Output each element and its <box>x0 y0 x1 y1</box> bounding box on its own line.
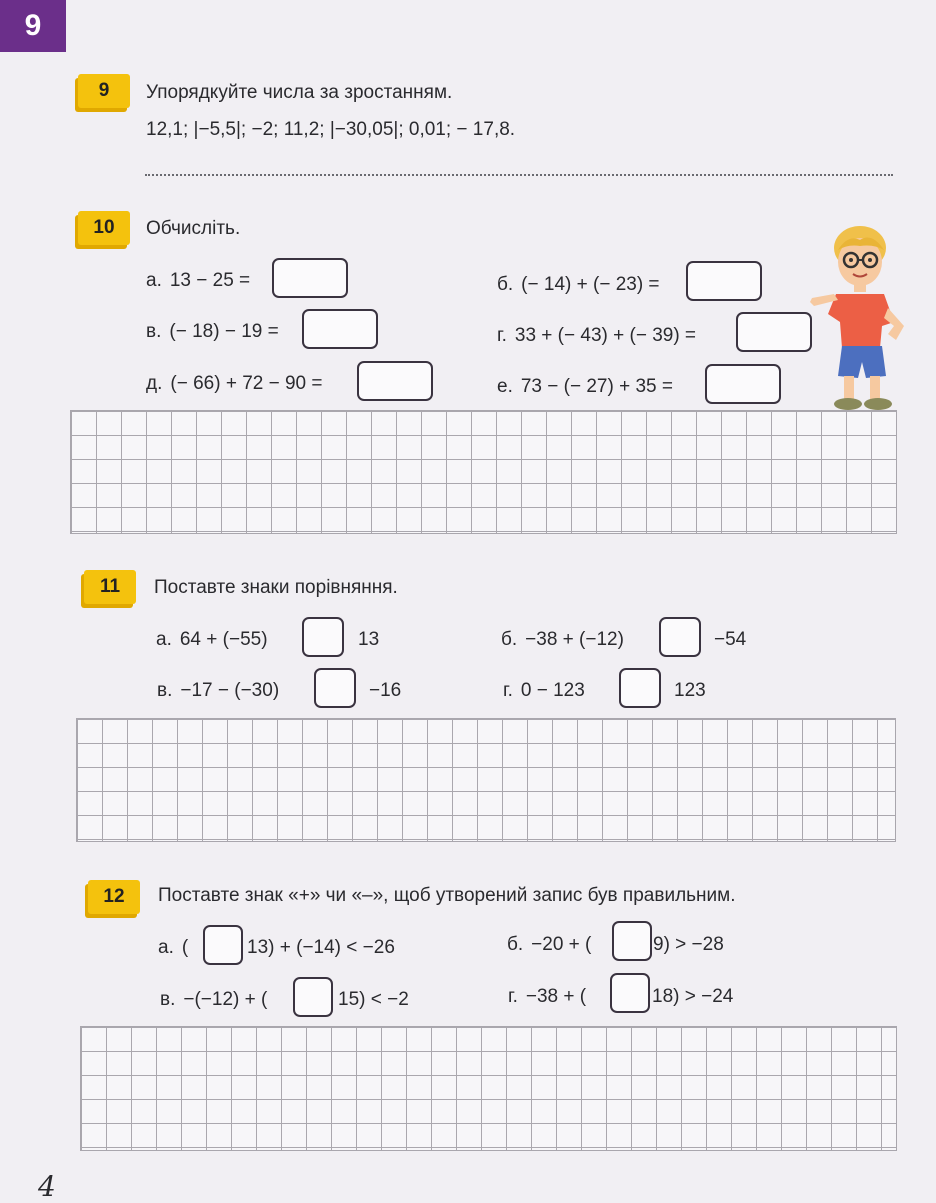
item-label: б. <box>501 629 518 650</box>
item-label: а. <box>158 937 174 958</box>
comparison-item <box>157 680 279 702</box>
sign-item <box>160 989 267 1011</box>
answer-box[interactable] <box>357 361 433 401</box>
comparison-sign-box[interactable] <box>659 617 701 657</box>
item-label: а. <box>146 270 162 291</box>
shirt <box>828 294 894 348</box>
shorts <box>838 346 886 378</box>
expression-item <box>146 373 323 395</box>
sign-box[interactable] <box>293 977 333 1017</box>
expression-item <box>497 274 660 296</box>
task-number-badge: 10 <box>78 211 130 245</box>
left-expression: −17 − (−30) <box>180 680 280 701</box>
right-expression: 123 <box>674 680 706 701</box>
expression: 73 − (− 27) + 35 = <box>520 376 673 397</box>
expression-after: 15) < −2 <box>338 989 409 1010</box>
answer-box[interactable] <box>686 261 762 301</box>
task-number-badge: 12 <box>88 880 140 914</box>
sign-item <box>508 986 586 1008</box>
chapter-number: 9 <box>0 0 66 52</box>
expression: 33 + (− 43) + (− 39) = <box>514 325 697 346</box>
shoe <box>834 398 862 410</box>
item-label: г. <box>497 325 507 346</box>
answer-box[interactable] <box>736 312 812 352</box>
item-label: в. <box>160 989 176 1010</box>
expression-before: −38 + ( <box>525 986 587 1007</box>
expression-after: 13) + (−14) < −26 <box>247 937 395 958</box>
comparison-sign-box[interactable] <box>314 668 356 708</box>
sign-item <box>158 937 188 959</box>
answer-grid[interactable] <box>80 1026 897 1151</box>
sign-box[interactable] <box>610 973 650 1013</box>
sign-box[interactable] <box>203 925 243 965</box>
comparison-item <box>503 680 585 702</box>
comparison-sign-box[interactable] <box>302 617 344 657</box>
comparison-item <box>501 629 624 651</box>
right-expression: −16 <box>369 680 402 701</box>
expression-before: −20 + ( <box>531 934 592 955</box>
task-title: Поставте знак «+» чи «–», щоб утворений запис був правильним. <box>158 885 736 906</box>
right-expression: −54 <box>714 629 747 650</box>
numbers-list: 12,1; |−5,5|; −2; 11,2; |−30,05|; 0,01; − 17,8. <box>146 119 516 140</box>
answer-grid[interactable] <box>76 718 896 842</box>
item-label: б. <box>497 274 514 295</box>
answer-grid[interactable] <box>70 410 897 534</box>
item-label: г. <box>503 680 513 701</box>
sign-box[interactable] <box>612 921 652 961</box>
task-title: Поставте знаки порівняння. <box>154 577 398 598</box>
item-label: г. <box>508 986 518 1007</box>
expression: 13 − 25 = <box>169 270 251 291</box>
expression-item <box>497 376 673 398</box>
task-title: Обчисліть. <box>146 218 241 239</box>
right-expression: 13 <box>358 629 380 650</box>
expression: (− 14) + (− 23) = <box>521 274 660 295</box>
boy-illustration <box>808 222 920 414</box>
comparison-sign-box[interactable] <box>619 668 661 708</box>
task-number-badge: 11 <box>84 570 136 604</box>
comparison-item <box>156 629 268 651</box>
left-expression: −38 + (−12) <box>525 629 624 650</box>
item-label: а. <box>156 629 172 650</box>
answer-box[interactable] <box>272 258 348 298</box>
item-label: е. <box>497 376 513 397</box>
expression: (− 66) + 72 − 90 = <box>170 373 323 394</box>
page-number: 4 <box>38 1170 56 1203</box>
expression-after: 9) > −28 <box>653 934 724 955</box>
expression-item <box>146 270 250 292</box>
answer-box[interactable] <box>302 309 378 349</box>
expression-item <box>146 321 279 343</box>
task-number-badge: 9 <box>78 74 130 108</box>
expression-before: −(−12) + ( <box>183 989 268 1010</box>
sign-item <box>507 934 591 956</box>
task-title: Упорядкуйте числа за зростанням. <box>146 82 453 103</box>
answer-box[interactable] <box>705 364 781 404</box>
item-label: д. <box>146 373 163 394</box>
left-expression: 64 + (−55) <box>179 629 268 650</box>
item-label: в. <box>146 321 162 342</box>
expression-item <box>497 325 696 347</box>
answer-dotted-line[interactable] <box>145 174 893 176</box>
left-expression: 0 − 123 <box>520 680 585 701</box>
item-label: в. <box>157 680 173 701</box>
item-label: б. <box>507 934 524 955</box>
expression: (− 18) − 19 = <box>169 321 279 342</box>
expression-before: ( <box>181 937 189 958</box>
expression-after: 18) > −24 <box>652 986 734 1007</box>
